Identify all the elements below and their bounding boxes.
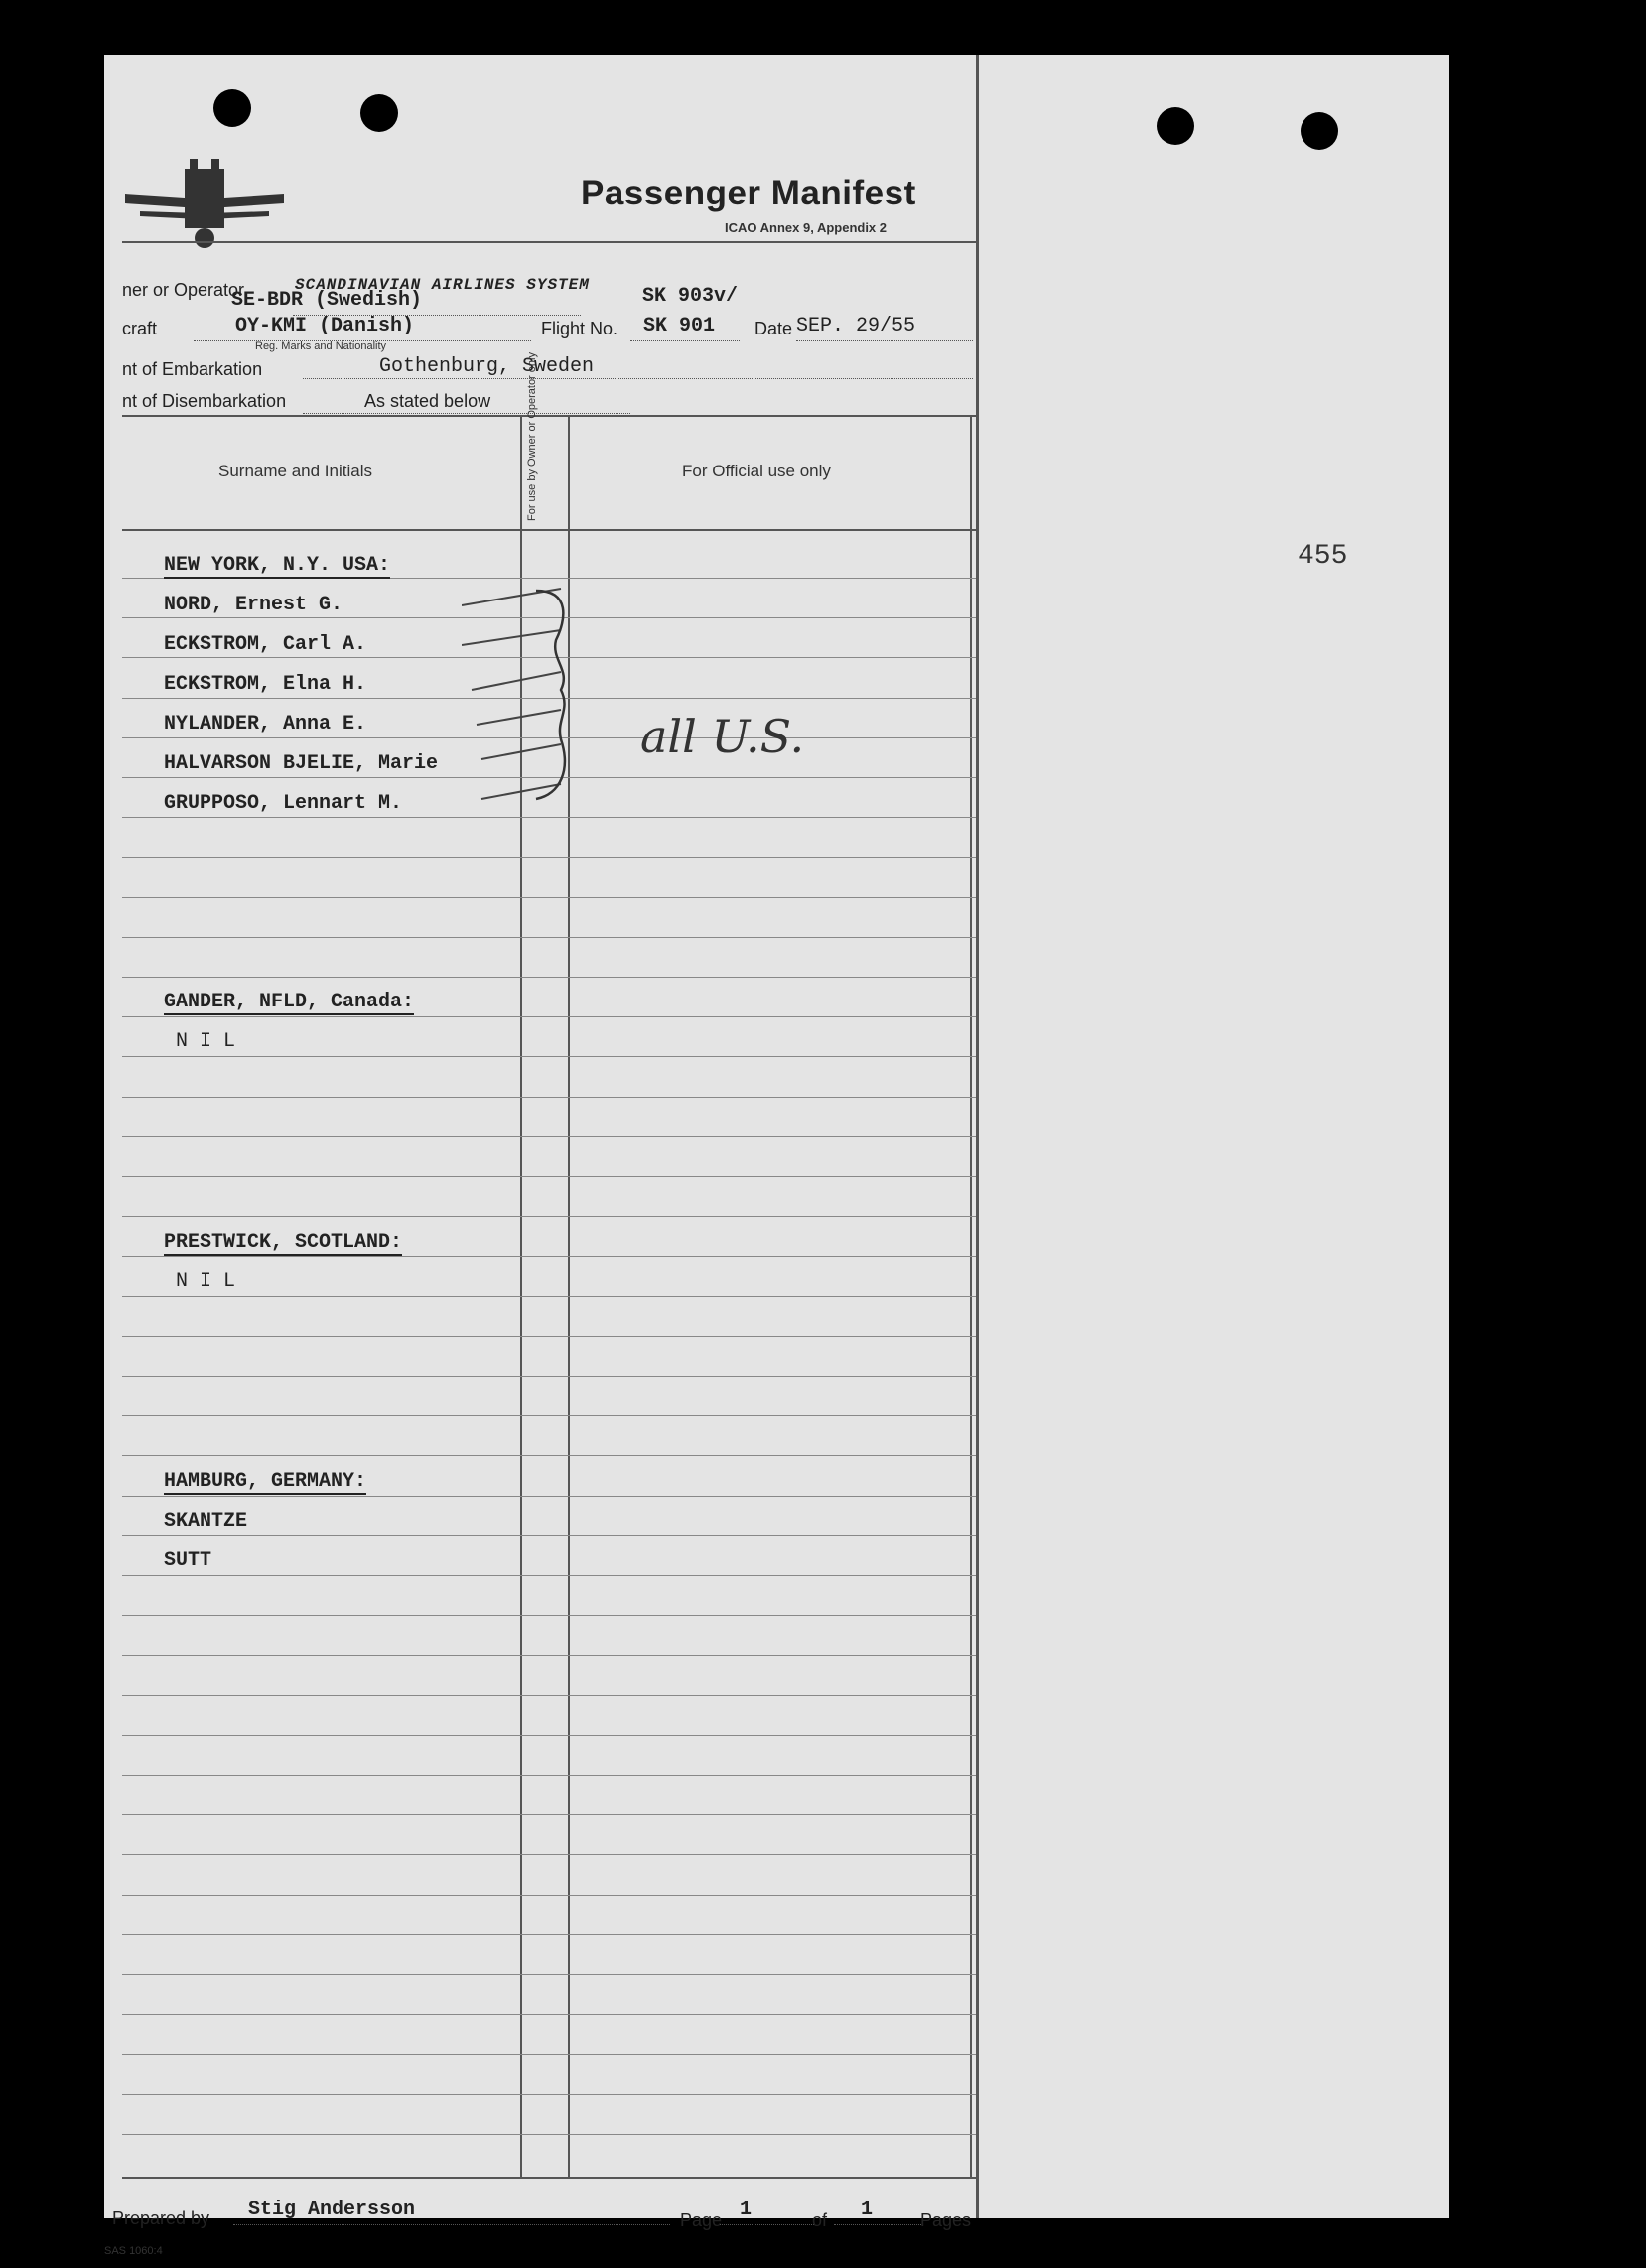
ruled-line: [122, 897, 976, 898]
destination-heading: HAMBURG, GERMANY:: [164, 1470, 367, 1493]
aircraft-note: Reg. Marks and Nationality: [255, 340, 387, 352]
handwritten-annotation: all U.S.: [640, 710, 805, 763]
prepared-value: Stig Andersson: [248, 2199, 416, 2221]
prepared-label: Prepared by: [112, 2208, 210, 2228]
pages-label: Pages: [920, 2210, 972, 2230]
owner-label: ner or Operator: [122, 280, 245, 300]
of-label: of: [812, 2210, 828, 2230]
flight-value: SK 901: [643, 315, 716, 337]
ruled-line: [122, 937, 976, 938]
ruled-line: [122, 1695, 976, 1696]
dotted-line: [834, 2224, 923, 2225]
destination-heading: PRESTWICK, SCOTLAND:: [164, 1231, 403, 1254]
ruled-line: [122, 1415, 976, 1416]
owner-value: SCANDINAVIAN AIRLINES SYSTEM: [295, 276, 590, 294]
dotted-line: [233, 2224, 670, 2225]
passenger-name: NORD, Ernest G.: [164, 594, 343, 616]
dotted-line: [630, 340, 740, 341]
ruled-line: [122, 1575, 976, 1576]
ruled-line: [122, 1496, 976, 1497]
ruled-line: [122, 1336, 976, 1337]
form-number: SAS 1060:4: [104, 2245, 163, 2257]
table-top-border: [122, 415, 976, 417]
ruled-line: [122, 1176, 976, 1177]
embark-value: Gothenburg, Sweden: [379, 355, 595, 378]
airline-logo-icon: [120, 154, 289, 283]
ruled-line: [122, 977, 976, 978]
disembark-value: As stated below: [364, 391, 491, 411]
page-value: 1: [740, 2199, 753, 2221]
punch-hole: [1301, 112, 1338, 150]
aircraft-label: craft: [122, 319, 158, 338]
owner-typed-value: SE-BDR (Swedish): [231, 289, 423, 312]
passenger-name: HALVARSON BJELIE, Marie: [164, 752, 439, 775]
page-subtitle: ICAO Annex 9, Appendix 2: [725, 220, 888, 235]
divider: [122, 241, 976, 243]
ruled-line: [122, 2014, 976, 2015]
page-label: Page: [680, 2210, 723, 2230]
passenger-name: ECKSTROM, Carl A.: [164, 633, 367, 656]
ruled-line: [122, 1056, 976, 1057]
table-header-border: [122, 529, 976, 531]
dotted-line: [303, 378, 973, 379]
page-title: Passenger Manifest: [581, 174, 916, 212]
dotted-line: [303, 413, 630, 414]
date-value: SEP. 29/55: [796, 315, 916, 337]
nil-entry: N I L: [176, 1270, 236, 1293]
manifest-form: [104, 55, 979, 2257]
passenger-name: NYLANDER, Anna E.: [164, 713, 367, 735]
date-label: Date: [754, 319, 793, 338]
ruled-line: [122, 1535, 976, 1536]
ruled-line: [122, 1615, 976, 1616]
ruled-line: [122, 1854, 976, 1855]
surname-column-header: Surname and Initials: [218, 462, 372, 480]
aircraft-value: OY-KMI (Danish): [235, 315, 415, 337]
footer-border: [122, 2177, 976, 2179]
ruled-line: [122, 2134, 976, 2135]
owner-use-column-header: For use by Owner or Operator only: [526, 352, 538, 521]
handwritten-bracket-icon: [462, 581, 591, 819]
ruled-line: [122, 1814, 976, 1815]
ruled-line: [122, 1455, 976, 1456]
ruled-line: [122, 1097, 976, 1098]
ruled-line: [122, 1256, 976, 1257]
ruled-line: [122, 1775, 976, 1776]
ruled-line: [122, 857, 976, 858]
dotted-line: [720, 2224, 814, 2225]
passenger-name: SKANTZE: [164, 1510, 248, 1533]
passenger-name: SUTT: [164, 1549, 212, 1572]
ruled-line: [122, 1934, 976, 1935]
ruled-line: [122, 1895, 976, 1896]
manifest-sheet: [104, 55, 1449, 2257]
passenger-name: ECKSTROM, Elna H.: [164, 673, 367, 696]
punch-hole: [1157, 107, 1194, 145]
ruled-line: [122, 2094, 976, 2095]
destination-heading: GANDER, NFLD, Canada:: [164, 991, 415, 1013]
ruled-line: [122, 1136, 976, 1137]
official-column-header: For Official use only: [682, 462, 831, 480]
dotted-line: [796, 340, 973, 341]
ruled-line: [122, 1216, 976, 1217]
of-value: 1: [861, 2199, 874, 2221]
embark-label: nt of Embarkation: [122, 359, 263, 379]
flight-typed-value: SK 903v/: [642, 285, 739, 308]
disembark-label: nt of Disembarkation: [122, 391, 287, 411]
ruled-line: [122, 1296, 976, 1297]
passenger-name: GRUPPOSO, Lennart M.: [164, 792, 403, 815]
ruled-line: [122, 1735, 976, 1736]
ruled-line: [122, 1376, 976, 1377]
ruled-line: [122, 1016, 976, 1017]
nil-entry: N I L: [176, 1030, 236, 1053]
stamp-number: 455: [1298, 541, 1348, 572]
flight-label: Flight No.: [541, 319, 618, 338]
destination-heading: NEW YORK, N.Y. USA:: [164, 554, 391, 577]
ruled-line: [122, 1655, 976, 1656]
ruled-line: [122, 1974, 976, 1975]
ruled-line: [122, 2054, 976, 2055]
